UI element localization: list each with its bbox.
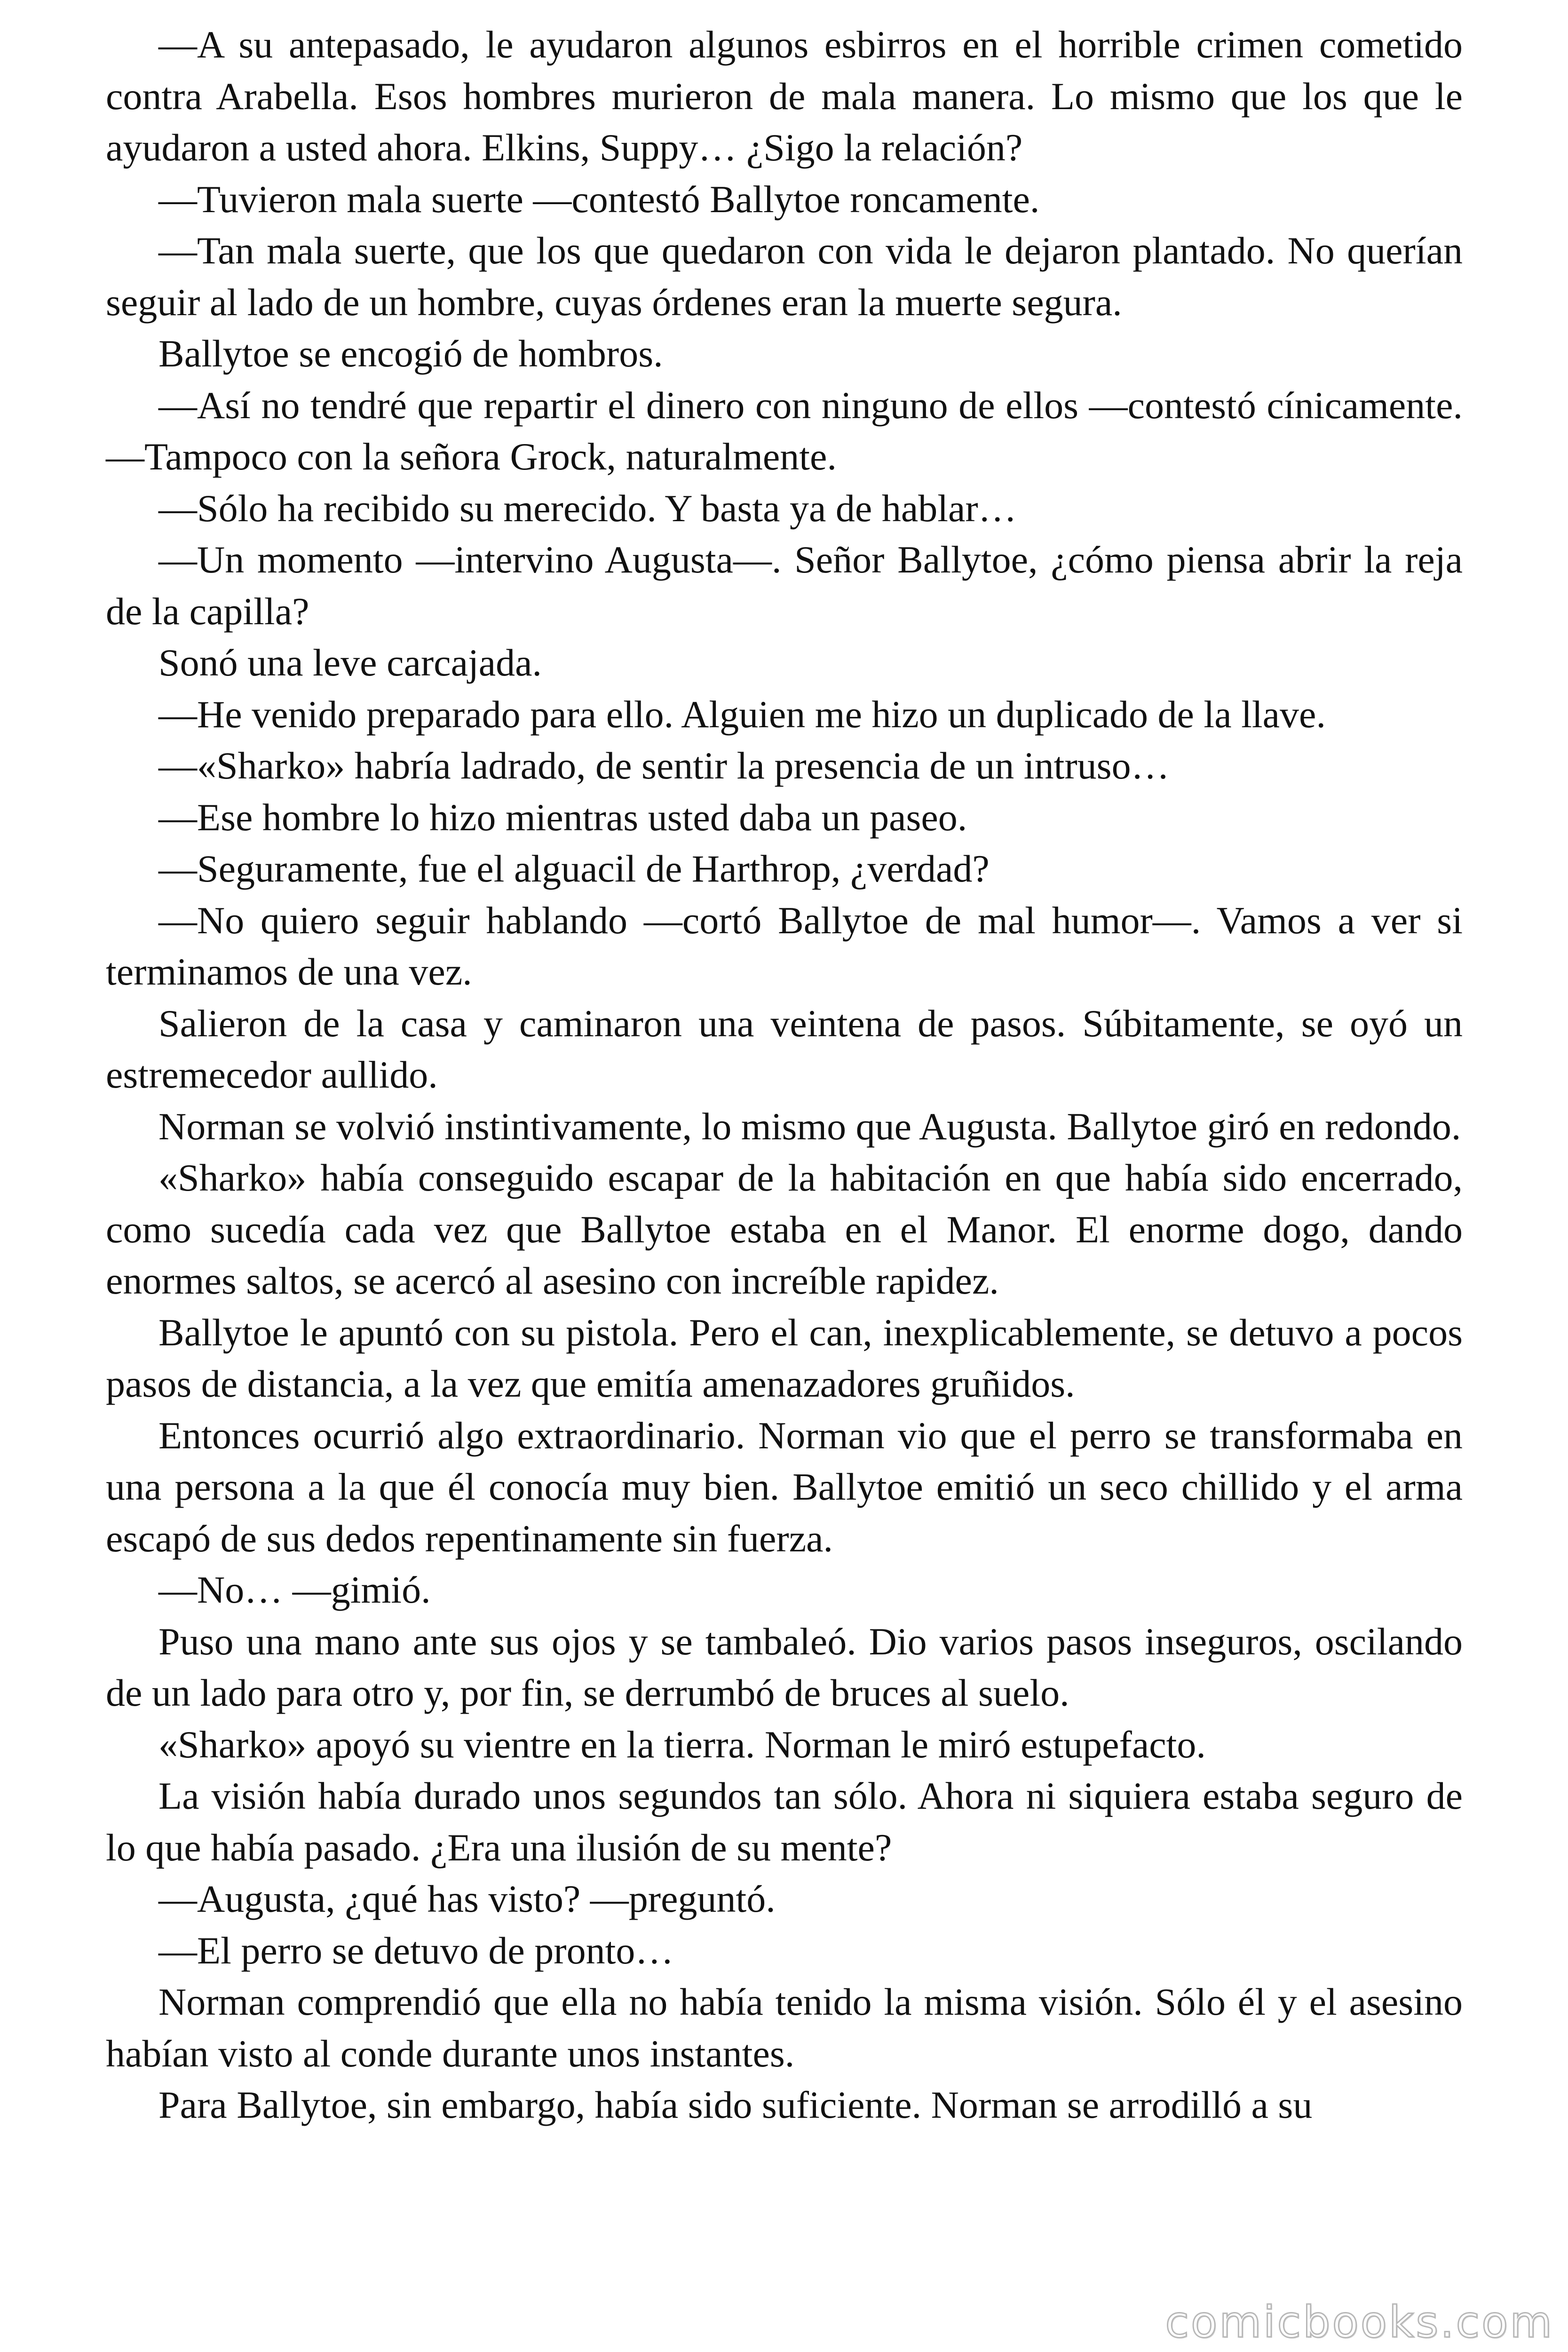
paragraph: —«Sharko» habría ladrado, de sentir la presencia de un intruso… xyxy=(158,744,1170,787)
paragraph: Norman se volvió instintivamente, lo mismo que Augusta. Ballytoe giró en redondo. xyxy=(158,1104,1461,1148)
paragraph: Norman comprendió que ella no había tenido la misma visión. Sólo él y el asesino habían visto al conde durante unos instantes. xyxy=(106,1980,1463,2075)
paragraph: «Sharko» apoyó su vientre en la tierra. Norman le miró estupefacto. xyxy=(158,1723,1206,1766)
paragraph: «Sharko» había conseguido escapar de la habitación en que había sido encerrado, como sucedía cada vez que Ballytoe estaba en el Manor. El enorme dogo, dando enormes saltos, se acercó al asesino con increíble rapidez. xyxy=(106,1156,1463,1302)
paragraph: Para Ballytoe, sin embargo, había sido suficiente. Norman se arrodilló a su xyxy=(158,2083,1313,2126)
page-body xyxy=(106,19,1463,2131)
paragraph: —Sólo ha recibido su merecido. Y basta ya de hablar… xyxy=(158,486,1017,530)
paragraph: Sonó una leve carcajada. xyxy=(158,641,542,684)
watermark: comicbooks.com xyxy=(1165,2297,1554,2347)
paragraph: —No… —gimió. xyxy=(158,1568,431,1611)
paragraph: Puso una mano ante sus ojos y se tambaleó. Dio varios pasos inseguros, oscilando de un lado para otro y, por fin, se derrumbó de bruces al suelo. xyxy=(106,1620,1463,1714)
paragraph: —El perro se detuvo de pronto… xyxy=(158,1929,674,1972)
paragraph: —Augusta, ¿qué has visto? —preguntó. xyxy=(158,1877,776,1920)
paragraph: Ballytoe le apuntó con su pistola. Pero el can, inexplicablemente, se detuvo a pocos pasos de distancia, a la vez que emitía amenazadores gruñidos. xyxy=(106,1311,1463,1405)
paragraph: —Tan mala suerte, que los que quedaron con vida le dejaron plantado. No querían seguir al lado de un hombre, cuyas órdenes eran la muerte segura. xyxy=(106,229,1463,324)
paragraph: La visión había durado unos segundos tan sólo. Ahora ni siquiera estaba seguro de lo que había pasado. ¿Era una ilusión de su mente? xyxy=(106,1774,1463,1869)
paragraph: —No quiero seguir hablando —cortó Ballytoe de mal humor—. Vamos a ver si terminamos de una vez. xyxy=(106,898,1463,993)
paragraph: —He venido preparado para ello. Alguien me hizo un duplicado de la llave. xyxy=(158,692,1326,736)
paragraph: Entonces ocurrió algo extraordinario. Norman vio que el perro se transformaba en una persona a la que él conocía muy bien. Ballytoe emitió un seco chillido y el arma escapó de sus dedos repentinamente sin fuerza. xyxy=(106,1414,1463,1560)
paragraph: Salieron de la casa y caminaron una veintena de pasos. Súbitamente, se oyó un estremecedor aullido. xyxy=(106,1001,1463,1096)
paragraph: —Tuvieron mala suerte —contestó Ballytoe roncamente. xyxy=(158,177,1040,221)
paragraph: —Así no tendré que repartir el dinero con ninguno de ellos —contestó cínicamente. —Tampoco con la señora Grock, naturalmente. xyxy=(106,383,1463,478)
paragraph: Ballytoe se encogió de hombros. xyxy=(158,332,663,375)
paragraph: —Un momento —intervino Augusta—. Señor Ballytoe, ¿cómo piensa abrir la reja de la capilla? xyxy=(106,538,1463,633)
paragraph: —Seguramente, fue el alguacil de Harthrop, ¿verdad? xyxy=(158,847,990,890)
paragraph: —A su antepasado, le ayudaron algunos esbirros en el horrible crimen cometido contra Arabella. Esos hombres murieron de mala manera. Lo mismo que los que le ayudaron a usted ahora. Elkins, Suppy… ¿Sigo la relación? xyxy=(106,23,1463,169)
paragraph: —Ese hombre lo hizo mientras usted daba un paseo. xyxy=(158,795,967,839)
